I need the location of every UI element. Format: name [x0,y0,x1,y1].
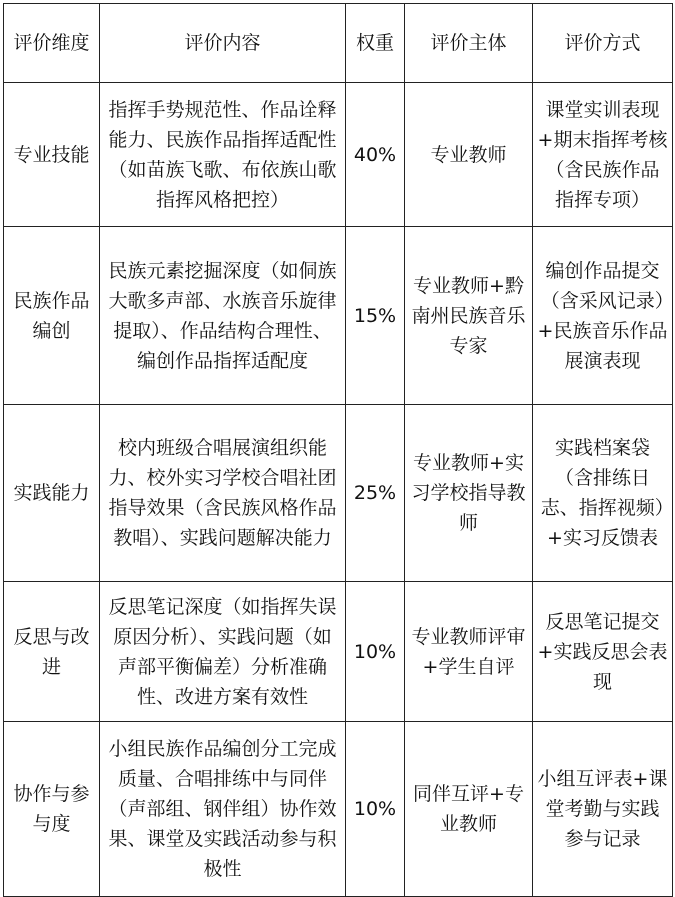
cell-content: 民族元素挖掘深度（如侗族大歌多声部、水族音乐旋律提取）、作品结构合理性、编创作品指挥适配度 [100,227,346,405]
header-method: 评价方式 [533,4,673,83]
cell-subject: 专业教师 [405,83,533,227]
cell-method: 课堂实训表现+期末指挥考核（含民族作品指挥专项） [533,83,673,227]
cell-method: 编创作品提交（含采风记录）+民族音乐作品展演表现 [533,227,673,405]
table-row [4,227,673,405]
cell-weight: 25% [346,405,405,582]
cell-dimension: 民族作品编创 [4,227,100,405]
table-body [4,83,673,897]
cell-method: 反思笔记提交+实践反思会表现 [533,582,673,722]
cell-subject: 专业教师+黔南州民族音乐专家 [405,227,533,405]
header-weight: 权重 [346,4,405,83]
cell-content: 指挥手势规范性、作品诠释能力、民族作品指挥适配性（如苗族飞歌、布依族山歌指挥风格把控） [100,83,346,227]
cell-method: 实践档案袋（含排练日志、指挥视频）+实习反馈表 [533,405,673,582]
header-dimension: 评价维度 [4,4,100,83]
table-header [4,4,673,83]
cell-method: 小组互评表+课堂考勤与实践参与记录 [533,722,673,897]
cell-subject: 同伴互评+专业教师 [405,722,533,897]
cell-content: 反思笔记深度（如指挥失误原因分析）、实践问题（如声部平衡偏差）分析准确性、改进方案有效性 [100,582,346,722]
cell-weight: 40% [346,83,405,227]
table-row [4,582,673,722]
cell-content: 小组民族作品编创分工完成质量、合唱排练中与同伴（声部组、钢伴组）协作效果、课堂及实践活动参与积极性 [100,722,346,897]
cell-subject: 专业教师评审+学生自评 [405,582,533,722]
cell-dimension: 反思与改进 [4,582,100,722]
table-row [4,405,673,582]
cell-content: 校内班级合唱展演组织能力、校外实习学校合唱社团指导效果（含民族风格作品教唱）、实践问题解决能力 [100,405,346,582]
evaluation-table [3,3,673,897]
table-row [4,83,673,227]
header-subject: 评价主体 [405,4,533,83]
header-content: 评价内容 [100,4,346,83]
cell-subject: 专业教师+实习学校指导教师 [405,405,533,582]
cell-weight: 10% [346,722,405,897]
cell-weight: 15% [346,227,405,405]
cell-dimension: 专业技能 [4,83,100,227]
cell-dimension: 协作与参与度 [4,722,100,897]
cell-weight: 10% [346,582,405,722]
table-row [4,722,673,897]
cell-dimension: 实践能力 [4,405,100,582]
header-row [4,4,673,83]
